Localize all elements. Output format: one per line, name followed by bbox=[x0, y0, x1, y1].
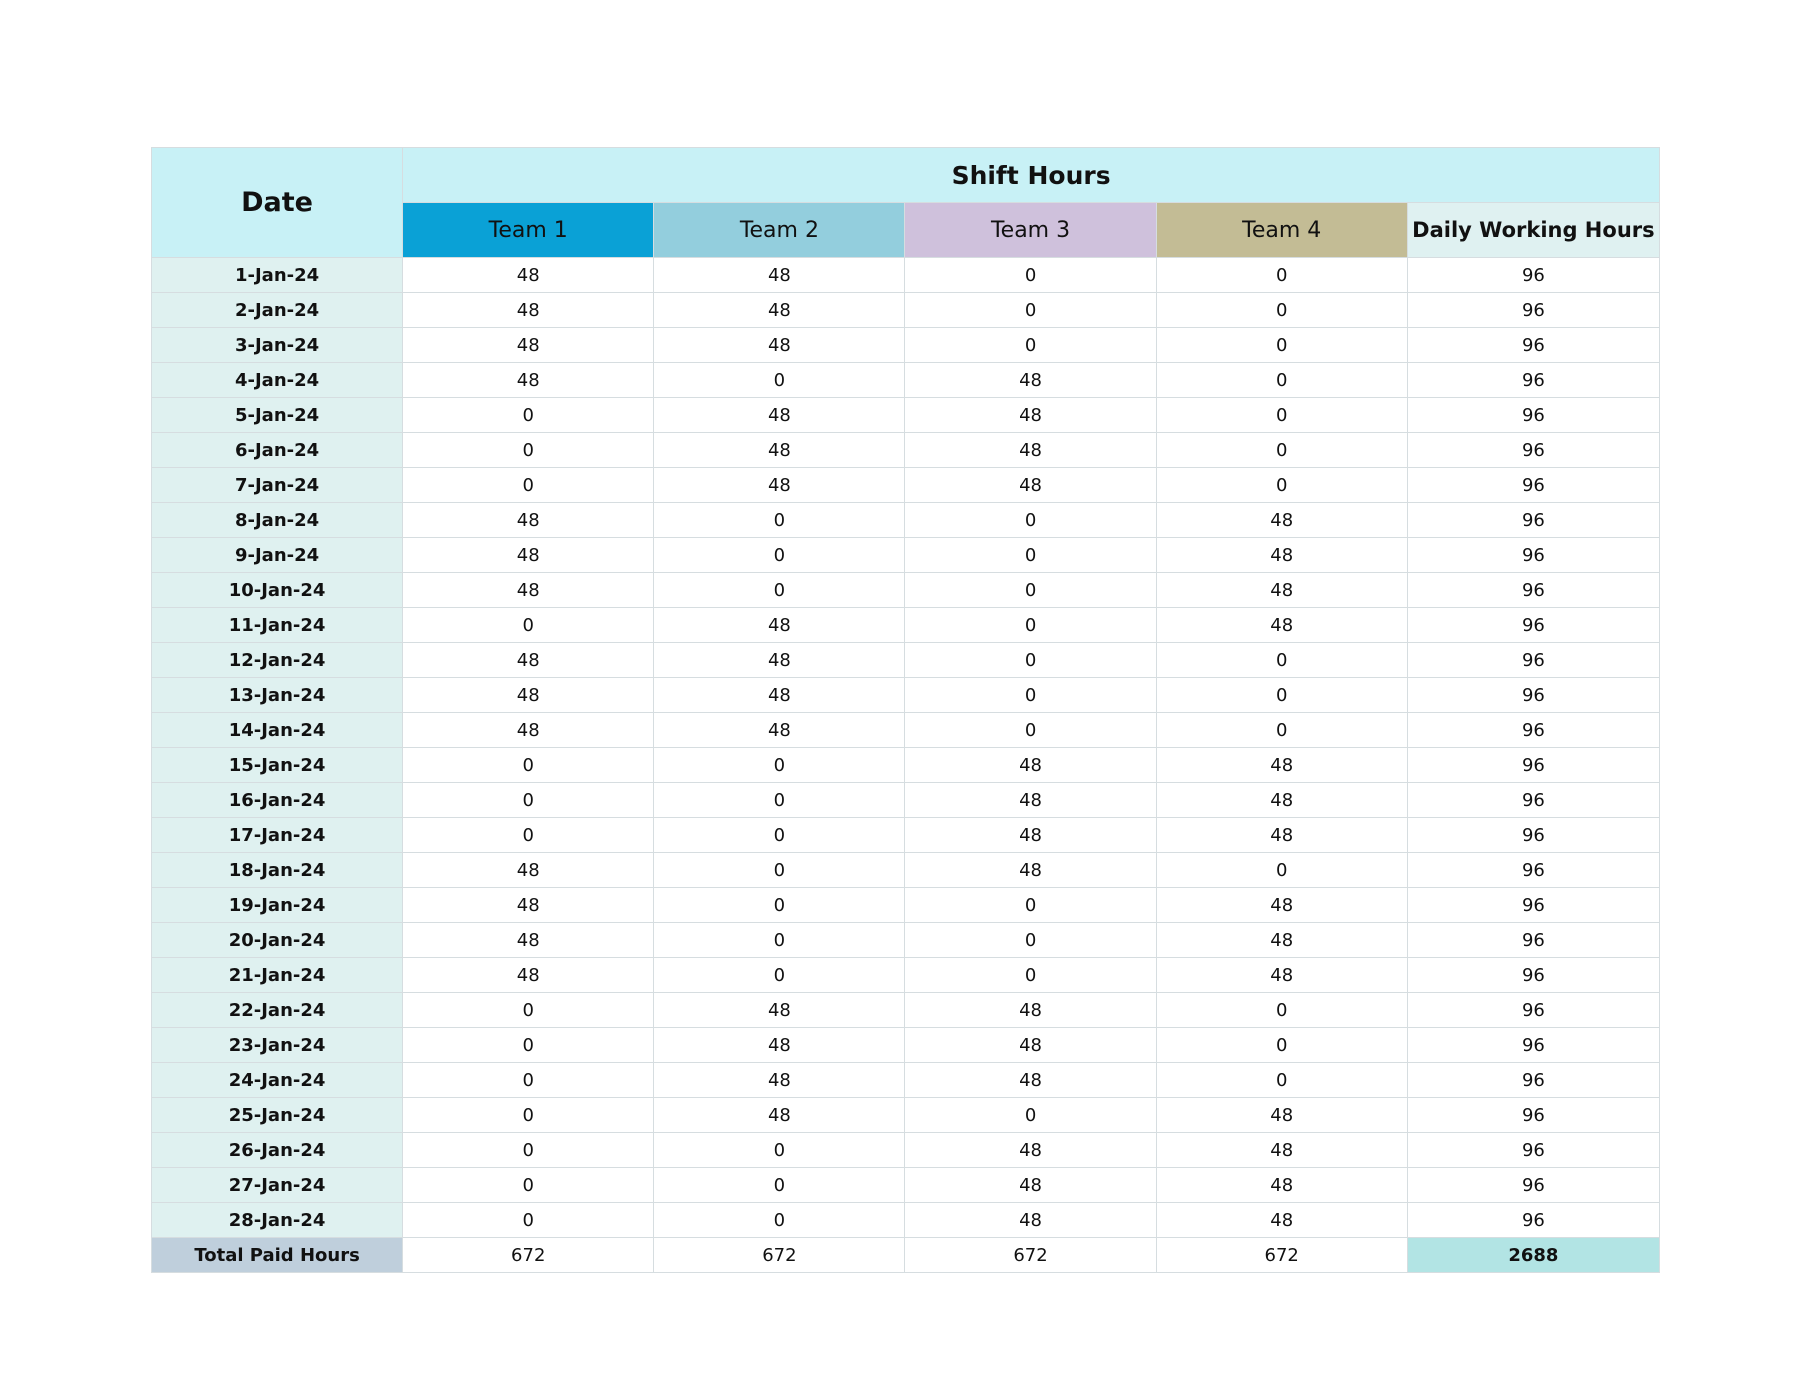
team-2-cell[interactable]: 0 bbox=[654, 573, 905, 608]
date-cell[interactable]: 12-Jan-24 bbox=[152, 643, 403, 678]
team-3-cell[interactable]: 0 bbox=[905, 888, 1156, 923]
table-row bbox=[152, 608, 1660, 643]
team-4-cell[interactable]: 0 bbox=[1156, 398, 1407, 433]
team-4-cell[interactable]: 0 bbox=[1156, 853, 1407, 888]
date-cell[interactable]: 10-Jan-24 bbox=[152, 573, 403, 608]
team-3-cell[interactable]: 48 bbox=[905, 1133, 1156, 1168]
date-cell[interactable]: 18-Jan-24 bbox=[152, 853, 403, 888]
shift-hours-group-header[interactable]: Shift Hours bbox=[403, 148, 1660, 203]
table-row bbox=[152, 1028, 1660, 1063]
team-2-cell[interactable]: 0 bbox=[654, 363, 905, 398]
date-cell[interactable]: 17-Jan-24 bbox=[152, 818, 403, 853]
date-cell[interactable]: 27-Jan-24 bbox=[152, 1168, 403, 1203]
team-2-cell[interactable]: 0 bbox=[654, 853, 905, 888]
team-3-cell[interactable]: 48 bbox=[905, 853, 1156, 888]
team-2-cell[interactable]: 0 bbox=[654, 1168, 905, 1203]
table-row bbox=[152, 1203, 1660, 1238]
team-3-cell[interactable]: 48 bbox=[905, 468, 1156, 503]
date-cell[interactable]: 21-Jan-24 bbox=[152, 958, 403, 993]
date-column-header[interactable]: Date bbox=[152, 148, 403, 258]
team-2-cell[interactable]: 0 bbox=[654, 923, 905, 958]
team-1-cell[interactable]: 48 bbox=[403, 678, 654, 713]
team-4-cell[interactable]: 48 bbox=[1156, 608, 1407, 643]
team-1-cell[interactable]: 0 bbox=[403, 1168, 654, 1203]
team-1-cell[interactable]: 0 bbox=[403, 468, 654, 503]
table-row bbox=[152, 783, 1660, 818]
daily-hours-cell[interactable]: 96 bbox=[1407, 293, 1659, 328]
team-4-cell[interactable]: 0 bbox=[1156, 643, 1407, 678]
table-row bbox=[152, 1168, 1660, 1203]
team-2-cell[interactable]: 0 bbox=[654, 958, 905, 993]
date-cell[interactable]: 7-Jan-24 bbox=[152, 468, 403, 503]
team-4-cell[interactable]: 0 bbox=[1156, 468, 1407, 503]
shift-hours-table bbox=[151, 147, 1660, 1273]
table-row bbox=[152, 923, 1660, 958]
total-team-1-cell[interactable]: 672 bbox=[403, 1238, 654, 1273]
daily-hours-cell[interactable]: 96 bbox=[1407, 853, 1659, 888]
team-2-cell[interactable]: 48 bbox=[654, 258, 905, 293]
table-row bbox=[152, 678, 1660, 713]
total-row bbox=[152, 1238, 1660, 1273]
team-3-cell[interactable]: 0 bbox=[905, 678, 1156, 713]
team-3-cell[interactable]: 48 bbox=[905, 363, 1156, 398]
team-1-cell[interactable]: 0 bbox=[403, 398, 654, 433]
daily-hours-cell[interactable]: 96 bbox=[1407, 363, 1659, 398]
team-1-cell[interactable]: 48 bbox=[403, 573, 654, 608]
table-row bbox=[152, 468, 1660, 503]
team-1-header[interactable]: Team 1 bbox=[403, 203, 654, 258]
table-row bbox=[152, 328, 1660, 363]
team-3-cell[interactable]: 0 bbox=[905, 923, 1156, 958]
team-3-header[interactable]: Team 3 bbox=[905, 203, 1156, 258]
team-2-cell[interactable]: 48 bbox=[654, 398, 905, 433]
team-1-cell[interactable]: 48 bbox=[403, 713, 654, 748]
table-row bbox=[152, 958, 1660, 993]
team-1-cell[interactable]: 0 bbox=[403, 1098, 654, 1133]
table-row bbox=[152, 853, 1660, 888]
table-row bbox=[152, 573, 1660, 608]
daily-hours-cell[interactable]: 96 bbox=[1407, 538, 1659, 573]
date-cell[interactable]: 5-Jan-24 bbox=[152, 398, 403, 433]
date-cell[interactable]: 20-Jan-24 bbox=[152, 923, 403, 958]
date-cell[interactable]: 22-Jan-24 bbox=[152, 993, 403, 1028]
date-cell[interactable]: 1-Jan-24 bbox=[152, 258, 403, 293]
daily-hours-cell[interactable]: 96 bbox=[1407, 398, 1659, 433]
date-cell[interactable]: 11-Jan-24 bbox=[152, 608, 403, 643]
team-3-cell[interactable]: 0 bbox=[905, 713, 1156, 748]
table-row bbox=[152, 888, 1660, 923]
team-4-cell[interactable]: 48 bbox=[1156, 573, 1407, 608]
date-cell[interactable]: 24-Jan-24 bbox=[152, 1063, 403, 1098]
team-2-cell[interactable]: 48 bbox=[654, 468, 905, 503]
team-2-cell[interactable]: 48 bbox=[654, 643, 905, 678]
team-1-cell[interactable]: 0 bbox=[403, 608, 654, 643]
team-4-cell[interactable]: 48 bbox=[1156, 748, 1407, 783]
daily-hours-cell[interactable]: 96 bbox=[1407, 1168, 1659, 1203]
team-3-cell[interactable]: 0 bbox=[905, 1098, 1156, 1133]
team-1-cell[interactable]: 0 bbox=[403, 433, 654, 468]
table-row bbox=[152, 433, 1660, 468]
team-2-cell[interactable]: 0 bbox=[654, 748, 905, 783]
table-row bbox=[152, 363, 1660, 398]
table-row bbox=[152, 643, 1660, 678]
daily-hours-cell[interactable]: 96 bbox=[1407, 1203, 1659, 1238]
team-4-cell[interactable]: 0 bbox=[1156, 258, 1407, 293]
team-4-cell[interactable]: 48 bbox=[1156, 1168, 1407, 1203]
daily-hours-cell[interactable]: 96 bbox=[1407, 1063, 1659, 1098]
table-row bbox=[152, 293, 1660, 328]
team-3-cell[interactable]: 48 bbox=[905, 748, 1156, 783]
team-2-cell[interactable]: 48 bbox=[654, 713, 905, 748]
table-row bbox=[152, 538, 1660, 573]
date-cell[interactable]: 15-Jan-24 bbox=[152, 748, 403, 783]
team-3-cell[interactable]: 0 bbox=[905, 573, 1156, 608]
team-1-cell[interactable]: 48 bbox=[403, 258, 654, 293]
team-2-cell[interactable]: 48 bbox=[654, 293, 905, 328]
team-3-cell[interactable]: 48 bbox=[905, 398, 1156, 433]
team-4-cell[interactable]: 48 bbox=[1156, 503, 1407, 538]
team-2-cell[interactable]: 48 bbox=[654, 1028, 905, 1063]
team-3-cell[interactable]: 48 bbox=[905, 1028, 1156, 1063]
team-2-cell[interactable]: 0 bbox=[654, 888, 905, 923]
date-cell[interactable]: 16-Jan-24 bbox=[152, 783, 403, 818]
team-3-cell[interactable]: 48 bbox=[905, 993, 1156, 1028]
date-cell[interactable]: 2-Jan-24 bbox=[152, 293, 403, 328]
team-2-header[interactable]: Team 2 bbox=[654, 203, 905, 258]
daily-hours-cell[interactable]: 96 bbox=[1407, 713, 1659, 748]
daily-hours-cell[interactable]: 96 bbox=[1407, 328, 1659, 363]
team-2-cell[interactable]: 48 bbox=[654, 608, 905, 643]
team-1-cell[interactable]: 48 bbox=[403, 923, 654, 958]
team-4-cell[interactable]: 0 bbox=[1156, 1063, 1407, 1098]
total-paid-hours-label[interactable]: Total Paid Hours bbox=[152, 1238, 403, 1273]
team-4-cell[interactable]: 48 bbox=[1156, 1203, 1407, 1238]
date-cell[interactable]: 25-Jan-24 bbox=[152, 1098, 403, 1133]
date-cell[interactable]: 13-Jan-24 bbox=[152, 678, 403, 713]
grand-total-cell[interactable]: 2688 bbox=[1407, 1238, 1659, 1273]
date-cell[interactable]: 4-Jan-24 bbox=[152, 363, 403, 398]
date-cell[interactable]: 14-Jan-24 bbox=[152, 713, 403, 748]
daily-working-hours-header[interactable]: Daily Working Hours bbox=[1407, 203, 1659, 258]
team-2-cell[interactable]: 0 bbox=[654, 1133, 905, 1168]
date-cell[interactable]: 19-Jan-24 bbox=[152, 888, 403, 923]
team-4-cell[interactable]: 0 bbox=[1156, 993, 1407, 1028]
team-4-cell[interactable]: 0 bbox=[1156, 678, 1407, 713]
team-4-cell[interactable]: 0 bbox=[1156, 433, 1407, 468]
team-1-cell[interactable]: 48 bbox=[403, 328, 654, 363]
team-4-cell[interactable]: 48 bbox=[1156, 818, 1407, 853]
daily-hours-cell[interactable]: 96 bbox=[1407, 573, 1659, 608]
team-3-cell[interactable]: 0 bbox=[905, 293, 1156, 328]
team-2-cell[interactable]: 48 bbox=[654, 328, 905, 363]
date-cell[interactable]: 23-Jan-24 bbox=[152, 1028, 403, 1063]
team-4-header[interactable]: Team 4 bbox=[1156, 203, 1407, 258]
team-4-cell[interactable]: 48 bbox=[1156, 1098, 1407, 1133]
date-cell[interactable]: 3-Jan-24 bbox=[152, 328, 403, 363]
team-2-cell[interactable]: 0 bbox=[654, 818, 905, 853]
team-4-cell[interactable]: 0 bbox=[1156, 328, 1407, 363]
team-3-cell[interactable]: 0 bbox=[905, 538, 1156, 573]
daily-hours-cell[interactable]: 96 bbox=[1407, 923, 1659, 958]
team-3-cell[interactable]: 48 bbox=[905, 1168, 1156, 1203]
team-4-cell[interactable]: 0 bbox=[1156, 1028, 1407, 1063]
team-4-cell[interactable]: 48 bbox=[1156, 783, 1407, 818]
team-1-cell[interactable]: 0 bbox=[403, 818, 654, 853]
team-2-cell[interactable]: 0 bbox=[654, 1203, 905, 1238]
team-1-cell[interactable]: 0 bbox=[403, 783, 654, 818]
daily-hours-cell[interactable]: 96 bbox=[1407, 888, 1659, 923]
daily-hours-cell[interactable]: 96 bbox=[1407, 748, 1659, 783]
team-3-cell[interactable]: 0 bbox=[905, 503, 1156, 538]
team-1-cell[interactable]: 0 bbox=[403, 1063, 654, 1098]
team-2-cell[interactable]: 48 bbox=[654, 993, 905, 1028]
table-body bbox=[152, 258, 1660, 1238]
daily-hours-cell[interactable]: 96 bbox=[1407, 468, 1659, 503]
team-2-cell[interactable]: 48 bbox=[654, 1063, 905, 1098]
team-4-cell[interactable]: 48 bbox=[1156, 1133, 1407, 1168]
team-2-cell[interactable]: 0 bbox=[654, 783, 905, 818]
team-1-cell[interactable]: 48 bbox=[403, 293, 654, 328]
daily-hours-cell[interactable]: 96 bbox=[1407, 1133, 1659, 1168]
team-1-cell[interactable]: 48 bbox=[403, 888, 654, 923]
team-3-cell[interactable]: 48 bbox=[905, 433, 1156, 468]
table-row bbox=[152, 1063, 1660, 1098]
daily-hours-cell[interactable]: 96 bbox=[1407, 258, 1659, 293]
table-row bbox=[152, 1098, 1660, 1133]
team-4-cell[interactable]: 0 bbox=[1156, 293, 1407, 328]
team-3-cell[interactable]: 48 bbox=[905, 1203, 1156, 1238]
team-1-cell[interactable]: 48 bbox=[403, 958, 654, 993]
team-1-cell[interactable]: 0 bbox=[403, 1028, 654, 1063]
daily-hours-cell[interactable]: 96 bbox=[1407, 678, 1659, 713]
table-row bbox=[152, 713, 1660, 748]
team-3-cell[interactable]: 48 bbox=[905, 818, 1156, 853]
table-row bbox=[152, 258, 1660, 293]
team-1-cell[interactable]: 48 bbox=[403, 363, 654, 398]
team-4-cell[interactable]: 48 bbox=[1156, 923, 1407, 958]
team-1-cell[interactable]: 48 bbox=[403, 643, 654, 678]
team-2-cell[interactable]: 48 bbox=[654, 1098, 905, 1133]
team-2-cell[interactable]: 48 bbox=[654, 678, 905, 713]
team-1-cell[interactable]: 48 bbox=[403, 503, 654, 538]
date-cell[interactable]: 6-Jan-24 bbox=[152, 433, 403, 468]
team-3-cell[interactable]: 48 bbox=[905, 1063, 1156, 1098]
team-3-cell[interactable]: 0 bbox=[905, 608, 1156, 643]
team-3-cell[interactable]: 0 bbox=[905, 958, 1156, 993]
daily-hours-cell[interactable]: 96 bbox=[1407, 958, 1659, 993]
team-2-cell[interactable]: 48 bbox=[654, 433, 905, 468]
table-row bbox=[152, 398, 1660, 433]
team-2-cell[interactable]: 0 bbox=[654, 503, 905, 538]
team-1-cell[interactable]: 0 bbox=[403, 748, 654, 783]
team-1-cell[interactable]: 48 bbox=[403, 538, 654, 573]
daily-hours-cell[interactable]: 96 bbox=[1407, 818, 1659, 853]
team-1-cell[interactable]: 0 bbox=[403, 1203, 654, 1238]
team-1-cell[interactable]: 0 bbox=[403, 1133, 654, 1168]
table-row bbox=[152, 993, 1660, 1028]
table-row bbox=[152, 818, 1660, 853]
daily-hours-cell[interactable]: 96 bbox=[1407, 433, 1659, 468]
daily-hours-cell[interactable]: 96 bbox=[1407, 1098, 1659, 1133]
team-3-cell[interactable]: 48 bbox=[905, 783, 1156, 818]
table-row bbox=[152, 503, 1660, 538]
team-1-cell[interactable]: 0 bbox=[403, 993, 654, 1028]
table-row bbox=[152, 748, 1660, 783]
table-row bbox=[152, 1133, 1660, 1168]
team-3-cell[interactable]: 0 bbox=[905, 643, 1156, 678]
date-cell[interactable]: 28-Jan-24 bbox=[152, 1203, 403, 1238]
team-3-cell[interactable]: 0 bbox=[905, 328, 1156, 363]
daily-hours-cell[interactable]: 96 bbox=[1407, 993, 1659, 1028]
daily-hours-cell[interactable]: 96 bbox=[1407, 608, 1659, 643]
daily-hours-cell[interactable]: 96 bbox=[1407, 783, 1659, 818]
team-1-cell[interactable]: 48 bbox=[403, 853, 654, 888]
team-4-cell[interactable]: 0 bbox=[1156, 363, 1407, 398]
date-cell[interactable]: 9-Jan-24 bbox=[152, 538, 403, 573]
total-team-3-cell[interactable]: 672 bbox=[905, 1238, 1156, 1273]
team-4-cell[interactable]: 0 bbox=[1156, 713, 1407, 748]
total-team-2-cell[interactable]: 672 bbox=[654, 1238, 905, 1273]
team-2-cell[interactable]: 0 bbox=[654, 538, 905, 573]
team-4-cell[interactable]: 48 bbox=[1156, 958, 1407, 993]
daily-hours-cell[interactable]: 96 bbox=[1407, 1028, 1659, 1063]
date-cell[interactable]: 8-Jan-24 bbox=[152, 503, 403, 538]
date-cell[interactable]: 26-Jan-24 bbox=[152, 1133, 403, 1168]
daily-hours-cell[interactable]: 96 bbox=[1407, 503, 1659, 538]
team-4-cell[interactable]: 48 bbox=[1156, 538, 1407, 573]
team-3-cell[interactable]: 0 bbox=[905, 258, 1156, 293]
daily-hours-cell[interactable]: 96 bbox=[1407, 643, 1659, 678]
total-team-4-cell[interactable]: 672 bbox=[1156, 1238, 1407, 1273]
team-4-cell[interactable]: 48 bbox=[1156, 888, 1407, 923]
